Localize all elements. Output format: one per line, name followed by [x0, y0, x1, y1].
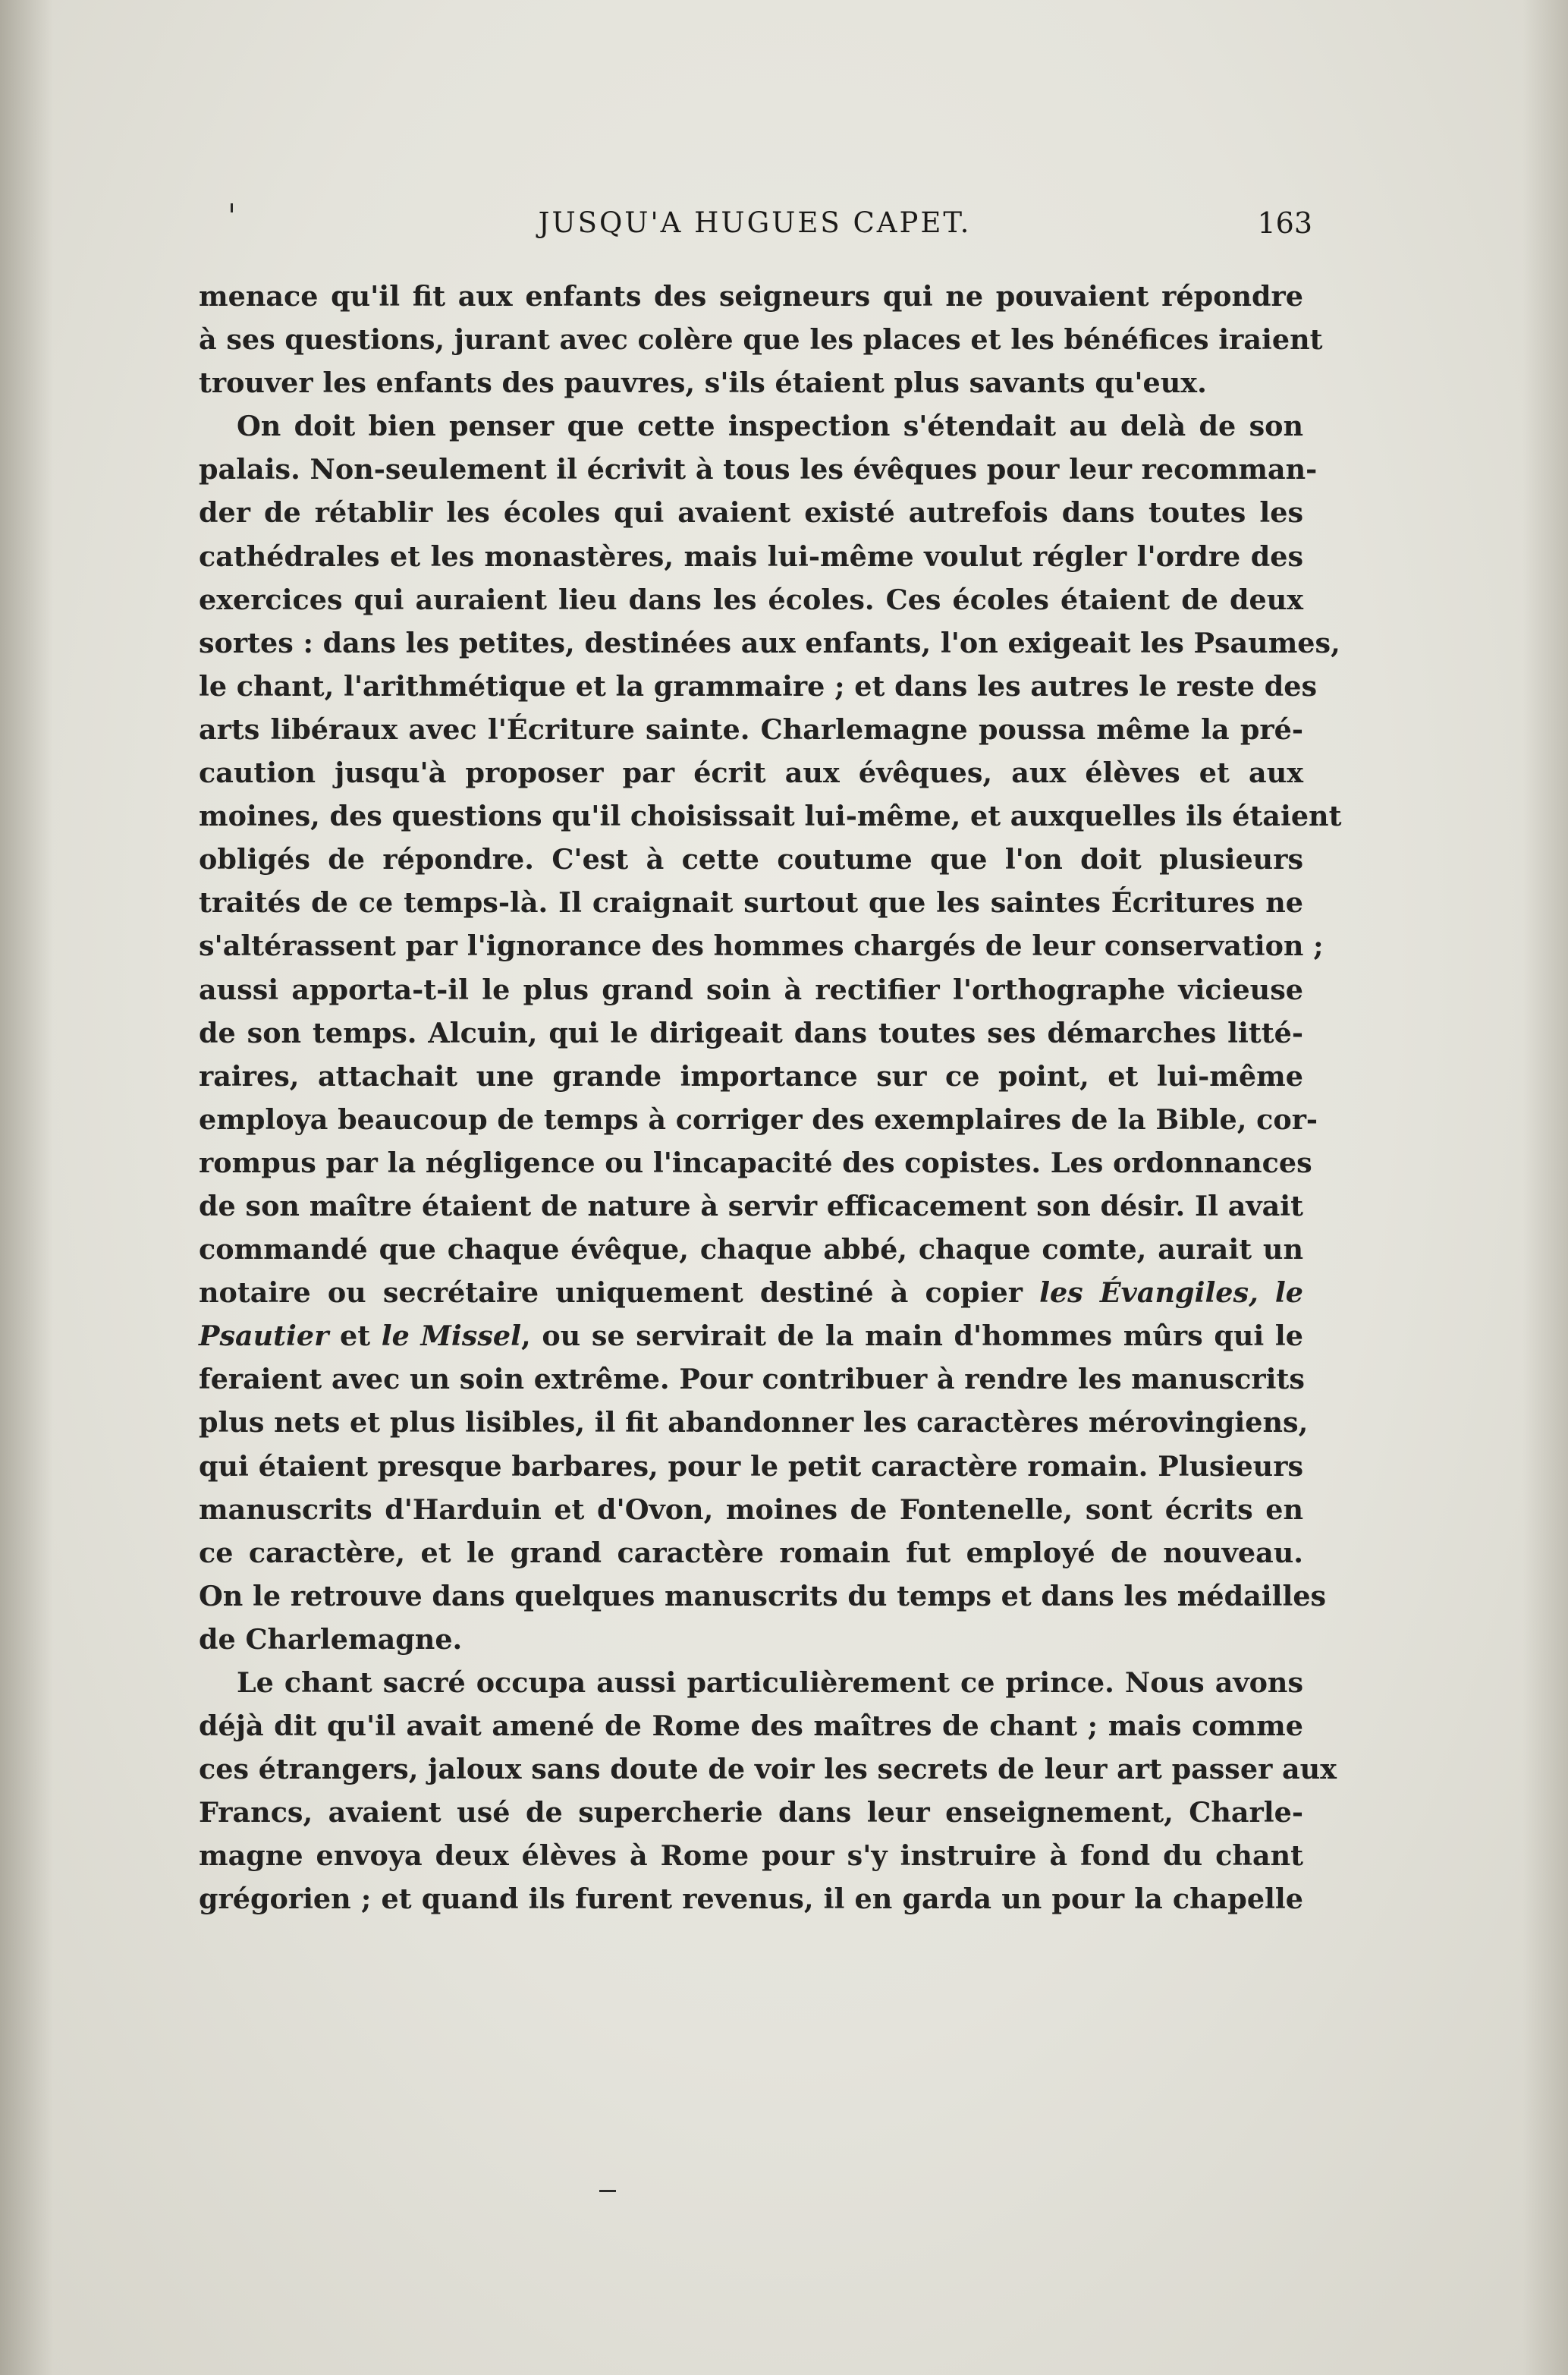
ink-mark: [599, 2190, 616, 2192]
running-title: JUSQU'A HUGUES CAPET.: [538, 206, 972, 239]
text-line: trouver les enfants des pauvres, s'ils étaient plus savants qu'eux.: [199, 366, 1207, 400]
text-line: feraient avec un soin extrême. Pour contribuer à rendre les manuscrits: [199, 1363, 1305, 1396]
text-line: grégorien ; et quand ils furent revenus, il en garda un pour la chapelle: [199, 1883, 1303, 1916]
text-line: traités de ce temps-là. Il craignait surtout que les saintes Écritures ne: [199, 886, 1303, 920]
text-line: à ses questions, jurant avec colère que les places et les bénéfices iraient: [199, 323, 1323, 357]
text-segment: notaire ou secrétaire uniquement destiné à copier: [199, 1276, 1023, 1310]
page-number: 163: [1257, 206, 1312, 240]
text-line: de son temps. Alcuin, qui le dirigeait dans toutes ses démarches litté-: [199, 1016, 1303, 1049]
text-line: menace qu'il fit aux enfants des seigneurs qui ne pouvaient répondre: [199, 280, 1303, 313]
text-line: On doit bien penser que cette inspection s'étendait au delà de son: [237, 410, 1303, 443]
text-line: moines, des questions qu'il choisissait lui-même, et auxquelles ils étaient: [199, 800, 1342, 833]
text-line: obligés de répondre. C'est à cette coutume que l'on doit plusieurs: [199, 843, 1303, 876]
text-line: de son maître étaient de nature à servir efficacement son désir. Il avait: [199, 1189, 1303, 1222]
text-line: ce caractère, et le grand caractère romain fut employé de nouveau.: [199, 1536, 1303, 1569]
text-line-mixed: [199, 1271, 1303, 1314]
italic-title: Psautier: [199, 1320, 329, 1353]
text-line: commandé que chaque évêque, chaque abbé, chaque comte, aurait un: [199, 1233, 1303, 1266]
italic-title: les Évangiles, le: [1039, 1276, 1304, 1310]
text-line: Francs, avaient usé de supercherie dans leur enseignement, Charle-: [199, 1796, 1303, 1829]
text-line: raires, attachait une grande importance sur ce point, et lui-même: [199, 1059, 1303, 1093]
text-line: arts libéraux avec l'Écriture sainte. Charlemagne poussa même la pré-: [199, 712, 1303, 746]
text-line: magne envoya deux élèves à Rome pour s'y instruire à fond du chant: [199, 1839, 1303, 1873]
text-line: caution jusqu'à proposer par écrit aux évêques, aux élèves et aux: [199, 757, 1303, 790]
text-line: employa beaucoup de temps à corriger des exemplaires de la Bible, cor-: [199, 1103, 1318, 1136]
text-line: On le retrouve dans quelques manuscrits du temps et dans les médailles: [199, 1579, 1327, 1612]
italic-title: le Missel: [381, 1320, 521, 1353]
text-line-mixed: [199, 1314, 1303, 1357]
text-line: sortes : dans les petites, destinées aux enfants, l'on exigeait les Psaumes,: [199, 626, 1340, 659]
text-line: le chant, l'arithmétique et la grammaire ; et dans les autres le reste des: [199, 669, 1318, 703]
text-line: qui étaient presque barbares, pour le petit caractère romain. Plusieurs: [199, 1449, 1303, 1483]
text-line: exercices qui auraient lieu dans les écoles. Ces écoles étaient de deux: [199, 583, 1303, 616]
text-line: s'altérassent par l'ignorance des hommes chargés de leur conservation ;: [199, 930, 1324, 963]
text-line: déjà dit qu'il avait amené de Rome des maîtres de chant ; mais comme: [199, 1710, 1303, 1743]
text-line: palais. Non-seulement il écrivit à tous les évêques pour leur recomman-: [199, 453, 1318, 486]
text-line: der de rétablir les écoles qui avaient existé autrefois dans toutes les: [199, 496, 1303, 530]
text-segment: et: [328, 1320, 382, 1353]
text-line: aussi apporta-t-il le plus grand soin à rectifier l'orthographe vicieuse: [199, 973, 1303, 1006]
text-line: Le chant sacré occupa aussi particulièrement ce prince. Nous avons: [237, 1666, 1303, 1699]
text-line: ces étrangers, jaloux sans doute de voir les secrets de leur art passer aux: [199, 1753, 1337, 1786]
text-line: de Charlemagne.: [199, 1622, 463, 1656]
body-text: [199, 275, 1342, 1921]
text-segment: , ou se servirait de la main d'hommes mûrs qui le: [520, 1320, 1303, 1353]
page-header: [197, 206, 1312, 252]
text-line: manuscrits d'Harduin et d'Ovon, moines de Fontenelle, sont écrits en: [199, 1493, 1303, 1526]
ink-mark: [231, 203, 233, 212]
text-line: plus nets et plus lisibles, il fit abandonner les caractères mérovingiens,: [199, 1406, 1309, 1439]
text-line: rompus par la négligence ou l'incapacité des copistes. Les ordonnances: [199, 1146, 1312, 1179]
text-line: cathédrales et les monastères, mais lui-même voulut régler l'ordre des: [199, 539, 1303, 573]
